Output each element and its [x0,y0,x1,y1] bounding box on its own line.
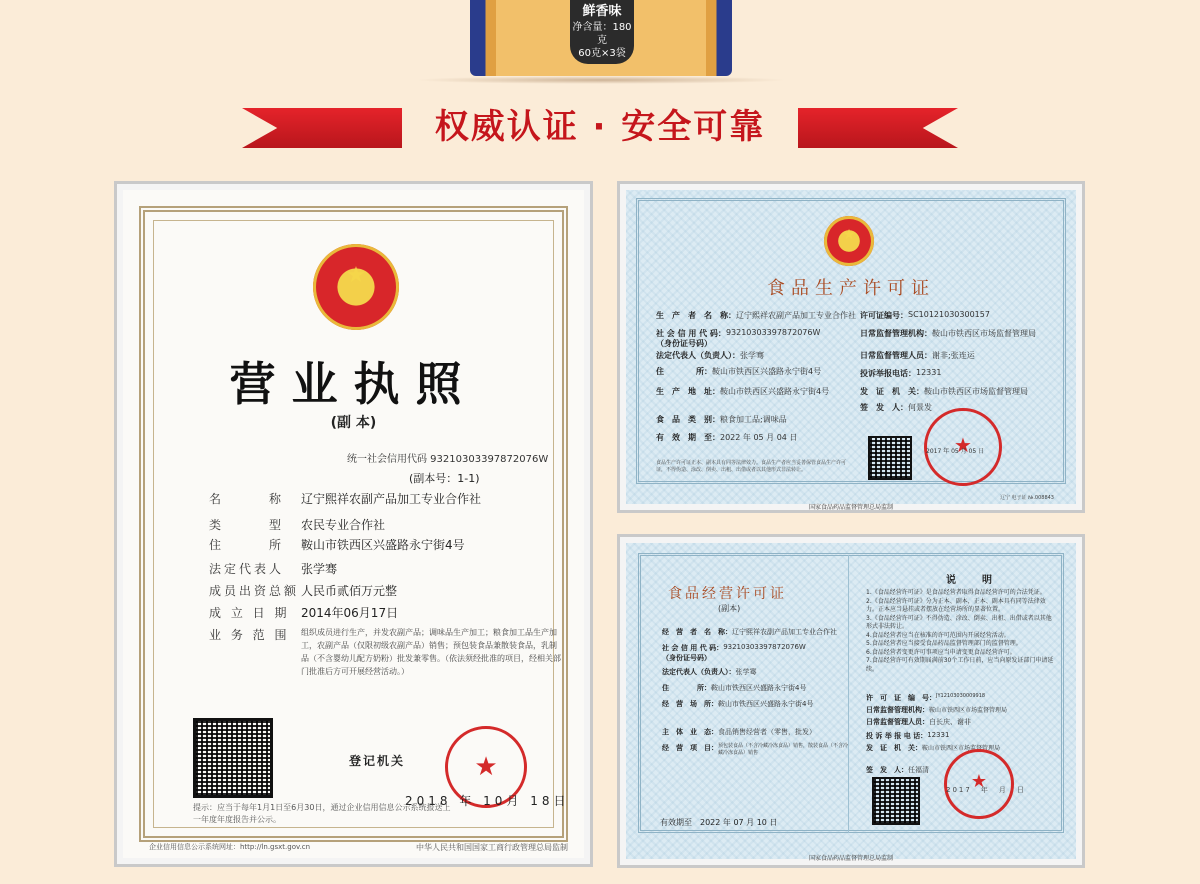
permit-row [662,727,816,737]
license-row-value: 2014年06月17日 [301,606,399,620]
permit-row-value: 鞍山市铁西区市场监督管理局 [929,707,1008,714]
permit-row-value: 12331 [916,368,942,377]
permit-row-key: 法定代表人（负责人）： [662,668,736,676]
permit-note: 食品生产许可证正本、副本具有同等法律效力。食品生产者应当妥善保管食品生产许可证，不得伪造、涂改、倒卖、出租、出借或者以其他形式非法转让。 [656,460,847,473]
license-row [209,626,301,643]
permit-row-value: 食品销售经营者（零售，批发） [718,728,816,736]
permit-row-key: 住 所： [656,367,712,376]
permit-row [860,386,1028,397]
permit-notes-title: 说 明 [946,575,1000,586]
food-business-permit-frame [617,534,1085,868]
permit-row-value: 谢非;张连运 [932,351,975,360]
license-subtitle: (副 本) [330,415,377,431]
license-qr-code[interactable] [193,718,273,798]
permit-row-key: 签 发 人： [860,403,908,412]
package-flavor: 鲜香味 [582,4,622,19]
permit-row [662,683,806,693]
permit-row-key: 日常监督管理人员： [866,718,929,726]
business-license-frame [114,181,593,867]
permit-row [866,765,929,775]
permit-row [656,366,821,377]
package-spec: 60克×3袋 [578,47,626,59]
permit-serial-no: 辽宁 电子证 №.008843 [999,495,1054,501]
permit-footer: 国家食品药品监督管理总局监制 [808,855,893,862]
permit-row [662,653,711,663]
permit-note-item: 6.食品经营者变更许可事项应当申请变更食品经营许可。 [866,648,1016,656]
license-row [209,604,398,621]
ribbon-left [242,108,402,148]
permit-row-key: 发 证 机 关： [860,387,924,396]
permit-row-key: 经 营 场 所： [662,700,718,708]
license-row [209,490,481,507]
permit-row [656,310,856,321]
package-label [570,0,634,64]
permit-row-value: 鞍山市铁西区市场监督管理局 [924,387,1028,396]
license-footer-issuer: 中华人民共和国国家工商行政管理总局监制 [416,843,568,852]
permit-row [866,731,949,741]
permit-row [662,667,757,677]
national-emblem-icon [824,216,874,266]
permit-note-item: 4.食品经营者应当在核准的许可范围内开展经营活动。 [866,631,1010,639]
license-row-value: 鞍山市铁西区兴盛路永宁街4号 [301,538,465,552]
license-row-key: 成 立 日 期 [209,606,290,620]
permit-row-value: 12331 [927,731,950,739]
license-row-key: 法定代表人 [209,562,285,576]
permit-row [860,368,941,379]
permit-row [656,414,787,425]
permit-row-value: 粮食加工品;调味品 [720,415,787,424]
permit-row-value: 鞍山市铁西区兴盛路永宁街4号 [711,684,807,692]
permit-row-key: 主 体 业 态： [662,728,718,736]
license-row-value: 辽宁熙祥农副产品加工专业合作社 [301,492,482,506]
permit-row-key: 法定代表人（负责人）： [656,351,740,360]
permit-row [662,743,852,757]
permit-issue-date [926,446,984,455]
permit-note-item: 7.食品经营许可有效期届满前30个工作日前，应当向原发证部门申请延续。 [866,657,1054,673]
package-net-weight: 净含量：180克 [572,21,632,46]
permit-row-value: 93210303397872076W [725,328,821,337]
permit-row-key: 住 所： [662,684,711,692]
permit-row-value: 张学骞 [740,351,764,360]
permit-row-key: 社 会 信 用 代 码： [662,644,724,652]
permit-row [866,717,971,727]
permit-row-value: 鞍山市铁西区市场监督管理局 [922,745,1001,752]
permit-row-value: 2022 年 05 月 04 日 [720,433,798,442]
food-business-permit [626,543,1076,862]
permit-note-item: 1.《食品经营许可证》是食品经营者取得食品经营许可的合法凭证。 [866,589,1046,596]
permit-qr-code[interactable] [872,777,920,825]
license-issue-date: 2018 年 10月 18日 [405,794,570,808]
license-row-key: 成员出资总额 [209,584,300,598]
license-title: 营业执照 [229,357,478,411]
permit-row [656,432,797,443]
permit-row-key: 生 产 地 址： [656,387,720,396]
permit-row [866,705,1007,715]
permit-row-key: 日常监督管理人员： [860,351,932,360]
license-row-key: 名 称 [209,492,285,506]
permit-row [866,693,985,703]
business-permit-title: 食品经营许可证 [668,586,787,602]
permit-row [662,643,806,653]
production-permit-title: 食品生产许可证 [767,278,935,299]
permit-row [860,310,990,321]
permit-row-key: 许可证编号： [860,311,908,320]
permit-row-key: 投 诉 举 报 电 话： [866,732,928,740]
license-row-key: 业 务 范 围 [209,628,290,642]
license-footer-website: 企业信用信息公示系统网址：http://ln.gsxt.gov.cn [149,843,311,851]
permit-row [662,627,837,637]
permit-row-value: 鞍山市铁西区兴盛路永宁街4号 [712,367,822,376]
license-row-value: 张学骞 [301,562,338,576]
license-row [209,516,385,533]
license-row-key: 住 所 [209,538,285,552]
permit-row-key: 经 营 者 名 称： [662,628,732,636]
section-title: 权威认证 · 安全可靠 [434,107,766,147]
permit-note-item: 5.食品经营者应当接受食品药品监督管理部门的监督管理。 [866,640,1022,647]
permit-row-value: SC10121030300157 [908,310,990,319]
license-annual-report-note: 提示：应当于每年1月1日至6月30日，通过企业信用信息公示系统报送上一年度年度报告并公示。 [193,803,451,824]
license-row [209,536,465,553]
permit-row-key: （身份证号码） [662,654,711,662]
permit-row-value: 鞍山市铁西区兴盛路永宁街4号 [718,700,814,708]
permit-row-key: 食 品 类 别： [656,415,720,424]
permit-row-key: 发 证 机 关： [866,744,922,752]
license-copy-no: (副本号：1-1) [409,472,480,485]
permit-row [860,350,975,361]
food-production-permit-frame [617,181,1085,513]
permit-notes [866,589,1054,674]
permit-row [662,699,813,709]
permit-row-value: JY12103030009918 [936,693,986,699]
permit-row-value: 何景发 [908,403,932,412]
license-business-scope: 组织成员进行生产，并发农副产品；调味品生产加工；粮食加工品生产加工，农副产品（仅限初级农副产品）销售；预包装食品兼散装食品，乳制品（不含婴幼儿配方奶粉）批发兼零售。（依法须经批准的项目，经相关部门批准后方可开展经营活动。） [301,628,561,676]
permit-row-key: 经 营 项 目： [662,744,718,752]
permit-row-value: 鞍山市铁西区兴盛路永宁街4号 [720,387,830,396]
product-package [470,0,732,76]
permit-row [860,328,1036,339]
permit-row-value: 张学骞 [735,668,757,676]
permit-row-value: 预包装食品（不含冷藏冷冻食品）销售，散装食品（不含冷藏冷冻食品）销售 [718,743,849,756]
license-row [209,582,397,599]
business-permit-copy-label: (副本) [718,604,741,613]
permit-row-value: 任福清 [908,766,929,774]
license-row-value: 农民专业合作社 [301,518,386,532]
permit-row-value: 93210303397872076W [723,643,806,651]
official-seal-icon [944,749,1014,819]
permit-row-key: 生 产 者 名 称： [656,311,736,320]
license-row-value: 人民币贰佰万元整 [301,584,398,598]
permit-row-key: 有 效 期 至： [656,433,720,442]
permit-row-key: 日常监督管理机构： [866,706,929,714]
license-row-key: 类 型 [209,518,285,532]
permit-valid-until: 有效期至 2022 年 07 月 10 日 [660,818,778,827]
permit-issue-date-value: 2017 年 05 月 05 日 [926,448,985,455]
ribbon-right [798,108,958,148]
section-banner [242,102,958,152]
permit-row-key: 许 可 证 编 号： [866,694,936,702]
business-license [123,190,584,858]
license-row [209,560,337,577]
permit-row-key: 社 会 信 用 代 码： [656,329,726,338]
permit-row [656,338,712,349]
permit-footer: 国家食品药品监督管理总局监制 [808,504,893,511]
permit-note-item: 2.《食品经营许可证》分为正本、副本，正本、副本具有同等法律效力。正本应当悬挂或者摆放在经营场所的显著位置。 [866,597,1046,613]
permit-row-value: 辽宁熙祥农副产品加工专业合作社 [732,628,837,636]
permit-qr-code[interactable] [868,436,912,480]
permit-row [860,402,932,413]
permit-row-key: 投诉举报电话： [860,369,916,378]
permit-row-value: 白长庆、谢非 [929,718,971,726]
permit-row [656,386,829,397]
permit-row-key: 日常监督管理机构： [860,329,932,338]
national-emblem-icon [313,244,399,330]
food-production-permit [626,190,1076,511]
license-registration-authority: 登记机关 [349,754,406,768]
license-credit-code: 统一社会信用代码 93210303397872076W [347,454,549,465]
permit-row [656,350,764,361]
permit-row-value: 辽宁熙祥农副产品加工专业合作社 [736,311,856,320]
permit-issue-date: 2017 年 月 日 [946,786,1026,794]
permit-divider [848,555,849,833]
permit-row-value: 鞍山市铁西区市场监督管理局 [932,329,1036,338]
permit-row-key: （身份证号码） [656,339,712,348]
permit-note-item: 3.《食品经营许可证》不得伪造、涂改、倒卖、出租、出借或者以其他形式非法转让。 [866,614,1052,630]
permit-row-key: 签 发 人： [866,766,908,774]
